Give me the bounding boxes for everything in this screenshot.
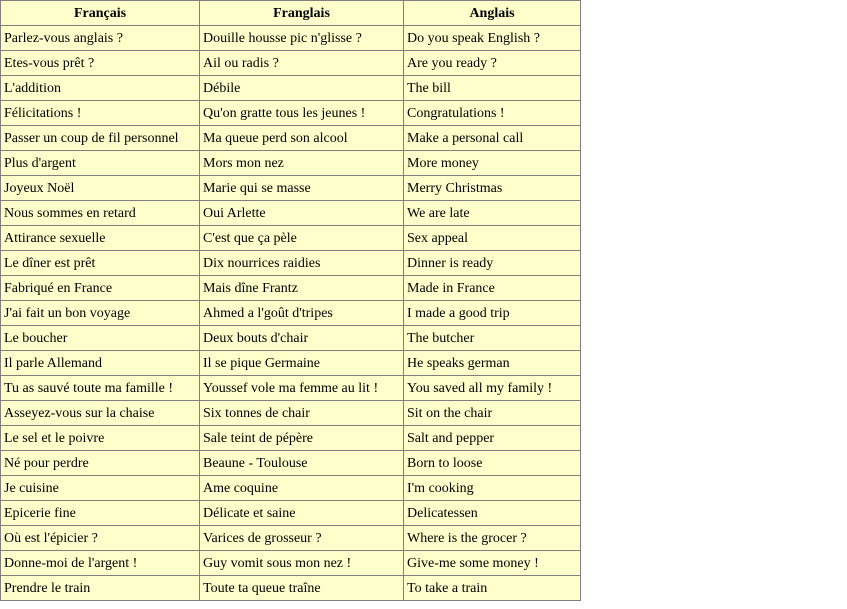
- table-row: [1, 151, 581, 176]
- cell-franglais: Varices de grosseur ?: [200, 526, 404, 551]
- table-row: [1, 501, 581, 526]
- table-row: [1, 301, 581, 326]
- cell-francais: Le boucher: [1, 326, 200, 351]
- table-row: [1, 101, 581, 126]
- cell-franglais: Sale teint de pépère: [200, 426, 404, 451]
- cell-francais: Je cuisine: [1, 476, 200, 501]
- cell-francais: Passer un coup de fil personnel: [1, 126, 200, 151]
- table-body: [1, 26, 581, 601]
- table-row: [1, 26, 581, 51]
- cell-franglais: Dix nourrices raidies: [200, 251, 404, 276]
- cell-franglais: Ma queue perd son alcool: [200, 126, 404, 151]
- table-row: [1, 551, 581, 576]
- table-row: [1, 576, 581, 601]
- table-row: [1, 401, 581, 426]
- cell-anglais: Salt and pepper: [404, 426, 581, 451]
- table-row: [1, 276, 581, 301]
- cell-franglais: Six tonnes de chair: [200, 401, 404, 426]
- cell-anglais: Made in France: [404, 276, 581, 301]
- cell-francais: L'addition: [1, 76, 200, 101]
- cell-francais: Donne-moi de l'argent !: [1, 551, 200, 576]
- cell-anglais: Delicatessen: [404, 501, 581, 526]
- cell-francais: Tu as sauvé toute ma famille !: [1, 376, 200, 401]
- cell-franglais: Beaune - Toulouse: [200, 451, 404, 476]
- table-row: [1, 251, 581, 276]
- cell-franglais: Ail ou radis ?: [200, 51, 404, 76]
- cell-franglais: Mors mon nez: [200, 151, 404, 176]
- cell-francais: Parlez-vous anglais ?: [1, 26, 200, 51]
- cell-franglais: Marie qui se masse: [200, 176, 404, 201]
- cell-anglais: He speaks german: [404, 351, 581, 376]
- cell-anglais: Born to loose: [404, 451, 581, 476]
- cell-franglais: Oui Arlette: [200, 201, 404, 226]
- cell-franglais: Il se pique Germaine: [200, 351, 404, 376]
- cell-francais: Fabriqué en France: [1, 276, 200, 301]
- cell-anglais: Do you speak English ?: [404, 26, 581, 51]
- cell-francais: Nous sommes en retard: [1, 201, 200, 226]
- table-row: [1, 376, 581, 401]
- cell-franglais: C'est que ça pèle: [200, 226, 404, 251]
- table-row: [1, 526, 581, 551]
- cell-franglais: Délicate et saine: [200, 501, 404, 526]
- cell-francais: Né pour perdre: [1, 451, 200, 476]
- cell-francais: Prendre le train: [1, 576, 200, 601]
- cell-francais: Epicerie fine: [1, 501, 200, 526]
- cell-francais: Le sel et le poivre: [1, 426, 200, 451]
- table-row: [1, 326, 581, 351]
- table-row: [1, 176, 581, 201]
- cell-franglais: Débile: [200, 76, 404, 101]
- header-row: [1, 1, 581, 26]
- cell-francais: Il parle Allemand: [1, 351, 200, 376]
- table-row: [1, 351, 581, 376]
- cell-anglais: Are you ready ?: [404, 51, 581, 76]
- table-row: [1, 451, 581, 476]
- cell-franglais: Ame coquine: [200, 476, 404, 501]
- cell-franglais: Douille housse pic n'glisse ?: [200, 26, 404, 51]
- table-row: [1, 76, 581, 101]
- table-row: [1, 51, 581, 76]
- cell-anglais: I'm cooking: [404, 476, 581, 501]
- cell-francais: Le dîner est prêt: [1, 251, 200, 276]
- table-row: [1, 226, 581, 251]
- cell-anglais: I made a good trip: [404, 301, 581, 326]
- cell-anglais: Dinner is ready: [404, 251, 581, 276]
- cell-francais: Joyeux Noël: [1, 176, 200, 201]
- table-row: [1, 476, 581, 501]
- table-row: [1, 201, 581, 226]
- cell-franglais: Ahmed a l'goût d'tripes: [200, 301, 404, 326]
- cell-francais: J'ai fait un bon voyage: [1, 301, 200, 326]
- cell-anglais: The bill: [404, 76, 581, 101]
- cell-anglais: Sex appeal: [404, 226, 581, 251]
- cell-anglais: The butcher: [404, 326, 581, 351]
- cell-anglais: Make a personal call: [404, 126, 581, 151]
- cell-francais: Asseyez-vous sur la chaise: [1, 401, 200, 426]
- cell-anglais: Where is the grocer ?: [404, 526, 581, 551]
- cell-francais: Félicitations !: [1, 101, 200, 126]
- cell-anglais: You saved all my family !: [404, 376, 581, 401]
- table-row: [1, 126, 581, 151]
- cell-franglais: Guy vomit sous mon nez !: [200, 551, 404, 576]
- cell-francais: Où est l'épicier ?: [1, 526, 200, 551]
- header-francais: Français: [1, 1, 200, 26]
- cell-anglais: We are late: [404, 201, 581, 226]
- cell-francais: Etes-vous prêt ?: [1, 51, 200, 76]
- cell-anglais: Congratulations !: [404, 101, 581, 126]
- cell-anglais: More money: [404, 151, 581, 176]
- header-anglais: Anglais: [404, 1, 581, 26]
- cell-franglais: Youssef vole ma femme au lit !: [200, 376, 404, 401]
- cell-francais: Plus d'argent: [1, 151, 200, 176]
- cell-franglais: Mais dîne Frantz: [200, 276, 404, 301]
- cell-anglais: To take a train: [404, 576, 581, 601]
- cell-anglais: Sit on the chair: [404, 401, 581, 426]
- table-row: [1, 426, 581, 451]
- cell-anglais: Merry Christmas: [404, 176, 581, 201]
- header-franglais: Franglais: [200, 1, 404, 26]
- cell-anglais: Give-me some money !: [404, 551, 581, 576]
- cell-franglais: Deux bouts d'chair: [200, 326, 404, 351]
- cell-franglais: Toute ta queue traîne: [200, 576, 404, 601]
- cell-franglais: Qu'on gratte tous les jeunes !: [200, 101, 404, 126]
- cell-francais: Attirance sexuelle: [1, 226, 200, 251]
